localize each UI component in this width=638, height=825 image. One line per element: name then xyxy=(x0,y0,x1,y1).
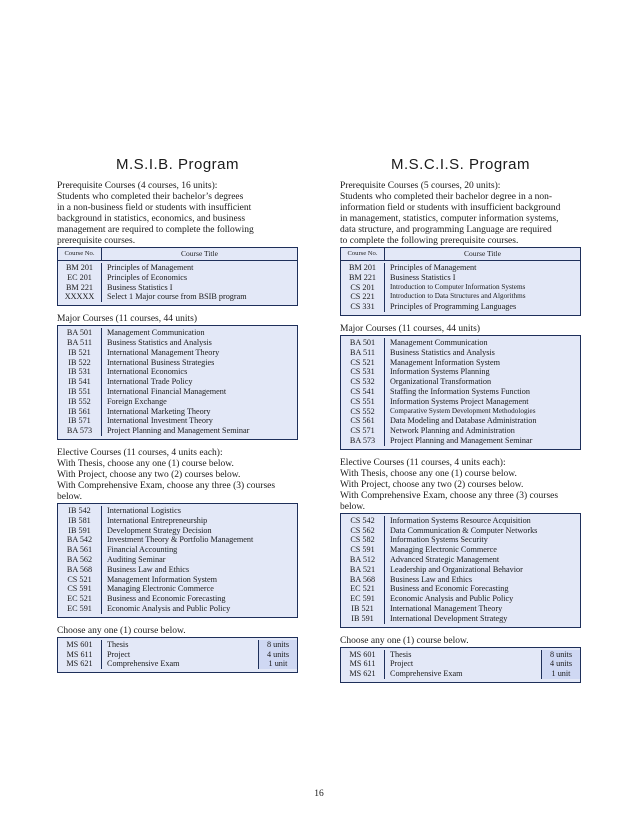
mscis-prereq-intro-line: Students who completed their bachelor degree in a non- xyxy=(340,192,553,202)
course-cell: BA 568 xyxy=(66,564,93,574)
course-cell: Advanced Strategic Management xyxy=(390,554,500,564)
course-cell: Financial Accounting xyxy=(107,545,178,555)
course-cell: International Management Theory xyxy=(390,603,503,613)
course-cell: Business Statistics I xyxy=(107,282,173,292)
course-cell: IB 591 xyxy=(68,525,91,535)
course-cell: CS 561 xyxy=(350,416,375,426)
course-cell: CS 542 xyxy=(350,515,375,525)
mscis-column xyxy=(340,150,581,683)
course-number-list xyxy=(58,640,102,669)
course-cell: Business Statistics I xyxy=(390,272,456,282)
mscis-prereq-intro-line: to complete the following prerequisite courses. xyxy=(340,236,519,246)
course-cell: International Trade Policy xyxy=(107,377,193,387)
course-cell: 1 unit xyxy=(268,659,288,669)
course-cell: BA 512 xyxy=(349,554,376,564)
mscis-elective-rows xyxy=(341,514,580,627)
course-cell: Information Systems Project Management xyxy=(390,396,529,406)
mscis-prereq-intro-line: in management, statistics, computer information systems, xyxy=(340,214,559,224)
course-cell: MS 621 xyxy=(66,659,93,669)
mscis-prereq-intro-line: Prerequisite Courses (5 courses, 20 units): xyxy=(340,181,501,191)
course-cell: International Marketing Theory xyxy=(107,406,211,416)
course-cell: Business Law and Ethics xyxy=(390,574,473,584)
mscis-elective-intro-line: Elective Courses (11 courses, 4 units each): xyxy=(340,457,506,468)
course-cell: Thesis xyxy=(390,649,412,659)
course-cell: BM 221 xyxy=(348,272,377,282)
course-cell: Economic Analysis and Public Policy xyxy=(107,603,231,613)
mscis-major-rows xyxy=(341,336,580,449)
course-cell: BA 561 xyxy=(66,545,93,555)
course-cell: BM 221 xyxy=(65,282,94,292)
course-cell: Comprehensive Exam xyxy=(107,659,180,669)
msib-elective-intro-line: With Thesis, choose any one (1) course below. xyxy=(57,458,234,469)
course-cell: Principles of Management xyxy=(107,263,194,272)
msib-elective-intro-line: below. xyxy=(57,491,82,502)
mscis-elective-table xyxy=(340,513,581,628)
course-cell: IB 591 xyxy=(351,613,374,623)
course-cell: Business Statistics and Analysis xyxy=(390,347,495,357)
msib-final-heading-text: Choose any one (1) course below. xyxy=(57,625,186,636)
course-cell: Data Modeling and Database Administration xyxy=(390,416,537,426)
mscis-prereq-intro xyxy=(340,181,581,247)
course-cell: Investment Theory & Portfolio Management xyxy=(107,535,254,545)
course-title-list xyxy=(102,506,297,614)
course-cell: CS 562 xyxy=(350,525,375,535)
mscis-prereq-intro-line: data structure, and programming Language are required xyxy=(340,225,552,235)
course-cell: Thesis xyxy=(107,639,129,649)
course-cell: Project Planning and Management Seminar xyxy=(107,426,250,436)
course-cell: Managing Electronic Commerce xyxy=(107,584,214,594)
course-cell: Organizational Transformation xyxy=(390,377,492,387)
course-cell: CS 521 xyxy=(67,574,92,584)
mscis-final-rows xyxy=(341,648,580,682)
msib-prereq-intro-line: Students who completed their bachelor’s degrees xyxy=(57,192,244,202)
course-cell: CS 552 xyxy=(350,406,375,416)
course-cell: International Financial Management xyxy=(107,386,227,396)
course-cell: Project Planning and Management Seminar xyxy=(390,435,533,445)
course-cell: Business and Economic Forecasting xyxy=(107,594,226,604)
msib-elective-table xyxy=(57,503,298,618)
course-cell: Introduction to Computer Information Systems xyxy=(390,282,526,291)
mscis-elective-intro-line: With Comprehensive Exam, choose any three (3) courses xyxy=(340,490,559,501)
course-title-list xyxy=(385,338,580,446)
course-cell: Project xyxy=(390,659,414,669)
course-cell: MS 601 xyxy=(66,639,93,649)
mscis-final-heading-text: Choose any one (1) course below. xyxy=(340,635,469,646)
course-title-list xyxy=(385,650,541,679)
course-cell: IB 552 xyxy=(68,396,91,406)
course-number-list xyxy=(341,338,385,446)
course-number-list xyxy=(58,328,102,436)
msib-final-rows xyxy=(58,638,297,672)
course-cell: Business Law and Ethics xyxy=(107,564,190,574)
course-cell: BA 501 xyxy=(66,328,93,338)
course-cell: 8 units xyxy=(549,649,573,659)
course-cell: CS 201 xyxy=(350,282,375,292)
msib-final-heading xyxy=(57,626,298,637)
msib-major-heading-text: Major Courses (11 courses, 44 units) xyxy=(57,314,198,325)
course-cell: Management Information System xyxy=(107,574,218,584)
course-cell: International Business Strategies xyxy=(107,357,215,367)
msib-prereq-table-header xyxy=(58,248,297,261)
course-cell: 4 units xyxy=(549,659,573,669)
course-title-list xyxy=(385,516,580,624)
course-number-list xyxy=(341,263,385,312)
course-number-list xyxy=(58,263,102,302)
course-cell: Management Communication xyxy=(390,337,488,347)
course-title-list xyxy=(102,263,297,302)
course-cell: Project xyxy=(107,649,131,659)
course-cell: Management Communication xyxy=(107,328,205,338)
msib-major-rows xyxy=(58,326,297,439)
course-cell: MS 621 xyxy=(349,669,376,679)
mscis-major-heading-text: Major Courses (11 courses, 44 units) xyxy=(340,323,481,334)
course-title-list xyxy=(102,328,297,436)
course-cell: International Investment Theory xyxy=(107,416,213,426)
course-number-list xyxy=(341,650,385,679)
course-units-list xyxy=(541,650,580,679)
course-cell: MS 611 xyxy=(349,659,376,669)
course-cell: Comprehensive Exam xyxy=(390,669,463,679)
mscis-elective-intro xyxy=(340,458,581,513)
mscis-elective-intro-line: below. xyxy=(340,501,365,512)
course-cell: Introduction to Data Structures and Algorithms xyxy=(390,292,526,301)
course-cell: IB 561 xyxy=(68,406,91,416)
mscis-elective-intro-line: With Project, choose any two (2) courses below. xyxy=(340,479,524,490)
course-cell: 4 units xyxy=(266,649,290,659)
course-cell: Information Systems Planning xyxy=(390,367,490,377)
course-cell: Staffing the Information Systems Function xyxy=(390,386,530,396)
msib-column xyxy=(57,150,298,673)
course-cell: EC 201 xyxy=(67,272,92,282)
course-cell: Principles of Economics xyxy=(107,272,188,282)
course-cell: MS 601 xyxy=(349,649,376,659)
course-cell: Foreign Exchange xyxy=(107,396,167,406)
msib-major-table xyxy=(57,325,298,440)
course-cell: Managing Electronic Commerce xyxy=(390,545,497,555)
course-cell: Principles of Programming Languages xyxy=(390,302,517,312)
course-cell: BA 511 xyxy=(67,337,92,347)
course-cell: Auditing Seminar xyxy=(107,554,166,564)
msib-elective-intro-line: With Project, choose any two (2) courses below. xyxy=(57,469,241,480)
mscis-prereq-table xyxy=(340,247,581,316)
course-number-list xyxy=(341,516,385,624)
course-cell: International Development Strategy xyxy=(390,613,508,623)
course-no-header: Course No. xyxy=(58,248,102,260)
course-cell: BA 573 xyxy=(66,426,93,436)
mscis-program-title: M.S.C.I.S. Program xyxy=(390,156,531,173)
msib-elective-intro xyxy=(57,448,298,503)
msib-prereq-rows xyxy=(58,261,297,305)
course-cell: EC 521 xyxy=(350,584,375,594)
mscis-major-heading xyxy=(340,324,581,335)
course-cell: EC 591 xyxy=(350,594,375,604)
course-cell: Economic Analysis and Public Policy xyxy=(390,594,514,604)
msib-prereq-intro-line: background in statistics, economics, and business xyxy=(57,214,246,224)
course-cell: CS 221 xyxy=(350,292,375,302)
course-cell: Development Strategy Decision xyxy=(107,525,212,535)
course-cell: CS 582 xyxy=(350,535,375,545)
course-cell: IB 542 xyxy=(68,505,91,515)
course-cell: International Economics xyxy=(107,367,188,377)
course-cell: CS 571 xyxy=(350,426,375,436)
course-cell: Leadership and Organizational Behavior xyxy=(390,564,523,574)
course-cell: BA 511 xyxy=(350,347,375,357)
course-cell: Select 1 Major course from BSIB program xyxy=(107,292,247,302)
course-cell: BA 521 xyxy=(349,564,376,574)
course-cell: MS 611 xyxy=(66,649,93,659)
msib-prereq-intro-line: Prerequisite Courses (4 courses, 16 units): xyxy=(57,181,218,191)
course-cell: BA 573 xyxy=(349,435,376,445)
course-cell: EC 521 xyxy=(67,594,92,604)
course-cell: Management Information System xyxy=(390,357,501,367)
course-cell: IB 551 xyxy=(68,386,91,396)
course-cell: BA 568 xyxy=(349,574,376,584)
course-no-header: Course No. xyxy=(341,248,385,260)
course-cell: BM 201 xyxy=(65,263,94,272)
course-cell: IB 571 xyxy=(68,416,91,426)
course-cell: CS 532 xyxy=(350,377,375,387)
course-title-header: Course Title xyxy=(464,249,501,258)
course-cell: Business and Economic Forecasting xyxy=(390,584,509,594)
msib-program-title: M.S.I.B. Program xyxy=(115,156,240,173)
course-title-list xyxy=(102,640,258,669)
course-cell: BA 501 xyxy=(349,337,376,347)
course-cell: 8 units xyxy=(266,639,290,649)
mscis-final-heading xyxy=(340,636,581,647)
course-cell: International Entrepreneurship xyxy=(107,515,208,525)
course-cell: IB 531 xyxy=(68,367,91,377)
msib-elective-intro-line: Elective Courses (11 courses, 4 units each): xyxy=(57,447,223,458)
msib-prereq-intro-line: prerequisite courses. xyxy=(57,236,136,246)
msib-elective-rows xyxy=(58,504,297,617)
course-units-list xyxy=(258,640,297,669)
course-cell: 1 unit xyxy=(551,669,571,679)
course-cell: Data Communication & Computer Networks xyxy=(390,525,538,535)
mscis-prereq-intro-line: information field or students with insufficient background xyxy=(340,203,561,213)
course-title-list xyxy=(385,263,580,312)
page-number: 16 xyxy=(314,789,324,799)
mscis-final-table xyxy=(340,647,581,683)
mscis-elective-intro-line: With Thesis, choose any one (1) course below. xyxy=(340,468,517,479)
msib-prereq-intro-line: management are required to complete the following xyxy=(57,225,254,235)
course-cell: CS 591 xyxy=(67,584,92,594)
course-cell: BA 542 xyxy=(66,535,93,545)
course-cell: EC 591 xyxy=(67,603,92,613)
course-cell: IB 521 xyxy=(68,347,91,357)
course-cell: BA 562 xyxy=(66,554,93,564)
course-cell: CS 551 xyxy=(350,396,375,406)
course-cell: Comparative System Development Methodologies xyxy=(390,406,536,415)
course-number-list xyxy=(58,506,102,614)
course-cell: Network Planning and Administration xyxy=(390,426,515,436)
course-cell: Information Systems Resource Acquisition xyxy=(390,515,531,525)
course-cell: Business Statistics and Analysis xyxy=(107,337,212,347)
course-cell: IB 541 xyxy=(68,377,91,387)
course-cell: CS 541 xyxy=(350,386,375,396)
msib-elective-intro-line: With Comprehensive Exam, choose any three (3) courses xyxy=(57,480,276,491)
course-cell: BM 201 xyxy=(348,263,377,272)
course-cell: IB 581 xyxy=(68,515,91,525)
mscis-major-table xyxy=(340,335,581,450)
course-cell: XXXXX xyxy=(64,292,95,302)
course-cell: CS 331 xyxy=(350,302,375,312)
mscis-prereq-table-header xyxy=(341,248,580,261)
course-title-header: Course Title xyxy=(181,249,218,258)
course-cell: International Logistics xyxy=(107,505,181,515)
course-cell: IB 521 xyxy=(351,603,374,613)
course-cell: CS 591 xyxy=(350,545,375,555)
course-cell: Principles of Management xyxy=(390,263,477,272)
msib-final-table xyxy=(57,637,298,673)
course-cell: Information Systems Security xyxy=(390,535,488,545)
course-cell: International Management Theory xyxy=(107,347,220,357)
msib-major-heading xyxy=(57,314,298,325)
msib-prereq-intro xyxy=(57,181,298,247)
course-cell: CS 521 xyxy=(350,357,375,367)
course-cell: IB 522 xyxy=(68,357,91,367)
mscis-prereq-rows xyxy=(341,261,580,315)
course-cell: CS 531 xyxy=(350,367,375,377)
msib-prereq-intro-line: in a non-business field or students with insufficient xyxy=(57,203,252,213)
msib-prereq-table xyxy=(57,247,298,306)
